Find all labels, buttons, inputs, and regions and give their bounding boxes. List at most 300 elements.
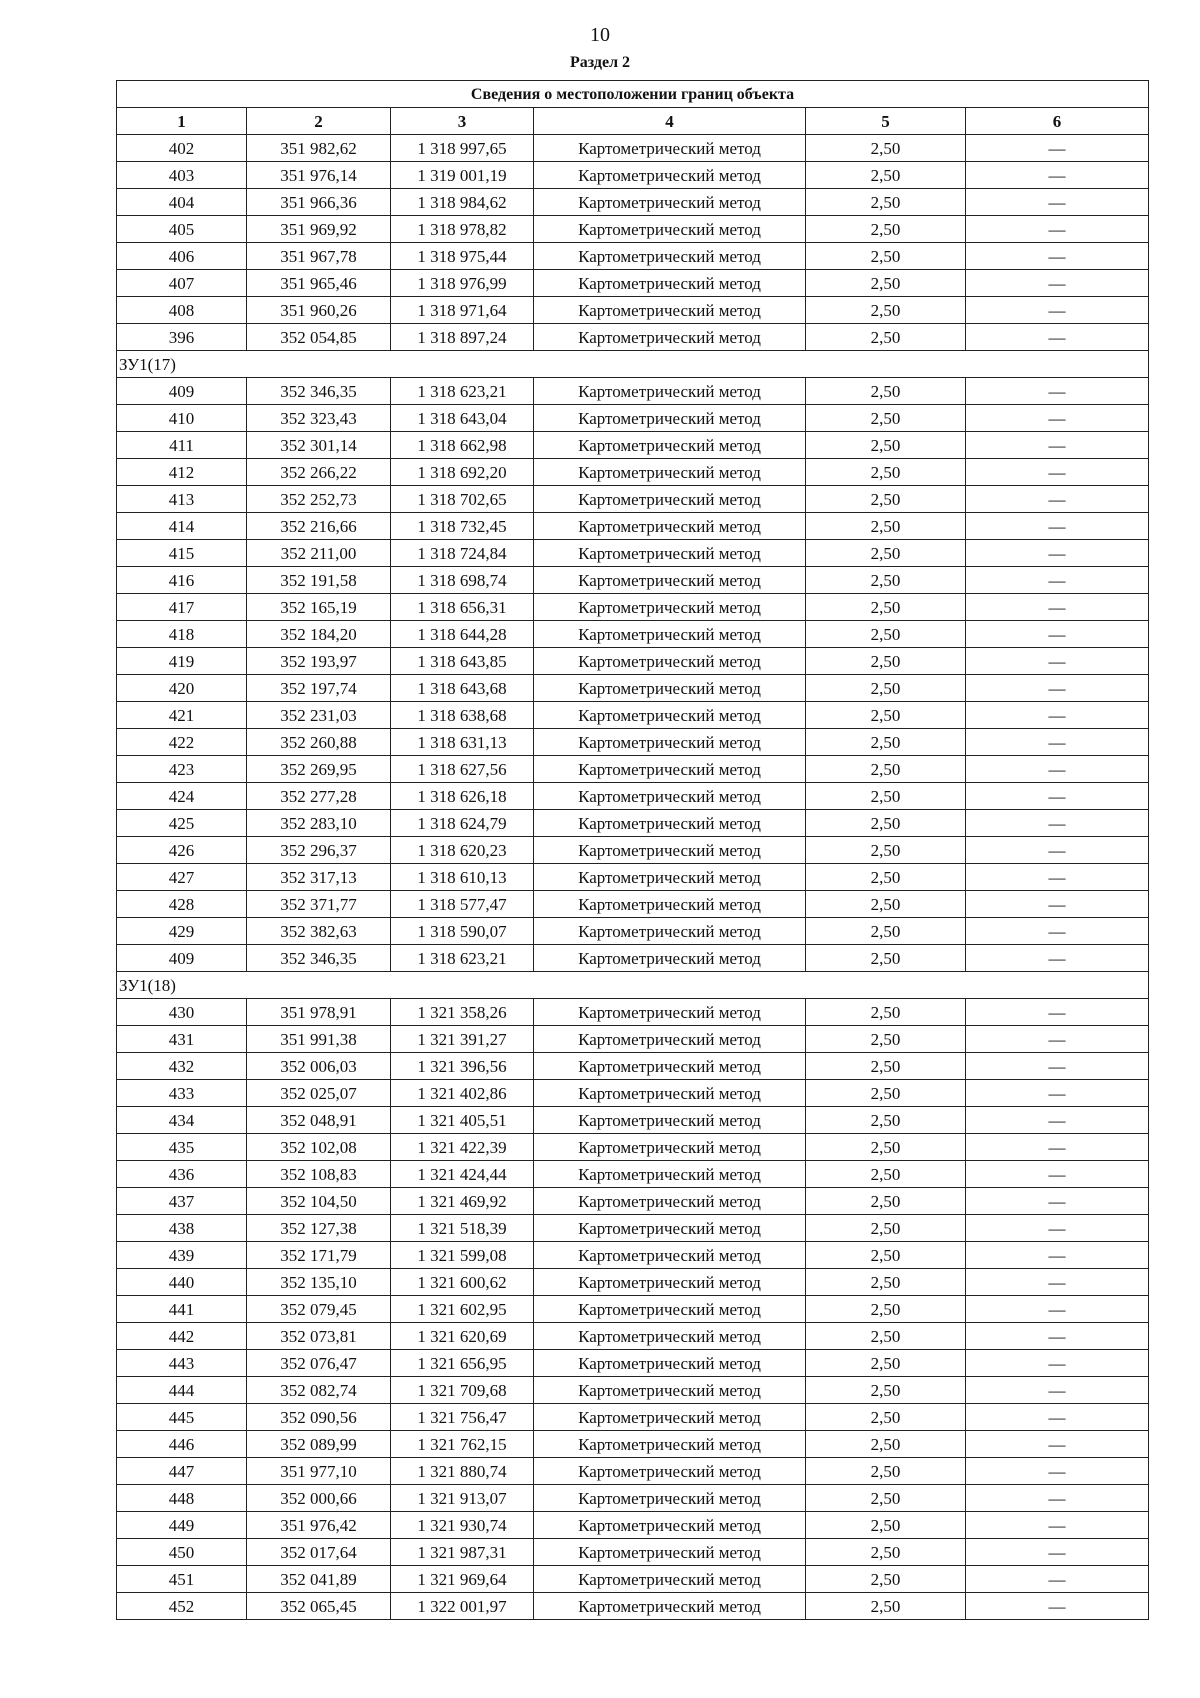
table-cell: 352 283,10: [247, 810, 391, 837]
table-cell: 446: [117, 1431, 247, 1458]
table-cell: 352 269,95: [247, 756, 391, 783]
table-cell: 407: [117, 270, 247, 297]
table-cell: Картометрический метод: [534, 1593, 806, 1620]
table-cell: 1 321 405,51: [391, 1107, 534, 1134]
table-cell: 352 371,77: [247, 891, 391, 918]
table-cell: 1 318 662,98: [391, 432, 534, 459]
table-cell: 451: [117, 1566, 247, 1593]
table-row: [117, 1485, 1149, 1512]
table-cell: 2,50: [806, 1539, 966, 1566]
table-cell: 438: [117, 1215, 247, 1242]
table-cell: 427: [117, 864, 247, 891]
table-cell: —: [966, 621, 1149, 648]
table-row: [117, 243, 1149, 270]
table-cell: 1 321 930,74: [391, 1512, 534, 1539]
table-cell: 2,50: [806, 702, 966, 729]
table-cell: 409: [117, 378, 247, 405]
table-cell: —: [966, 189, 1149, 216]
table-cell: —: [966, 567, 1149, 594]
table-cell: 1 318 724,84: [391, 540, 534, 567]
table-cell: Картометрический метод: [534, 729, 806, 756]
table-cell: 352 017,64: [247, 1539, 391, 1566]
group-label: ЗУ1(18): [117, 972, 1149, 999]
table-cell: 1 321 599,08: [391, 1242, 534, 1269]
table-cell: Картометрический метод: [534, 540, 806, 567]
table-row: [117, 1566, 1149, 1593]
table-cell: —: [966, 1161, 1149, 1188]
table-cell: Картометрический метод: [534, 1161, 806, 1188]
table-cell: 352 079,45: [247, 1296, 391, 1323]
table-cell: 352 231,03: [247, 702, 391, 729]
table-cell: 2,50: [806, 945, 966, 972]
table-cell: —: [966, 1404, 1149, 1431]
table-cell: 2,50: [806, 1242, 966, 1269]
table-cell: 352 211,00: [247, 540, 391, 567]
table-row: [117, 1242, 1149, 1269]
table-cell: —: [966, 702, 1149, 729]
table-cell: 442: [117, 1323, 247, 1350]
table-cell: Картометрический метод: [534, 1188, 806, 1215]
table-cell: 352 277,28: [247, 783, 391, 810]
table-row: [117, 135, 1149, 162]
table-cell: 352 191,58: [247, 567, 391, 594]
table-cell: Картометрический метод: [534, 756, 806, 783]
table-cell: Картометрический метод: [534, 243, 806, 270]
table-cell: Картометрический метод: [534, 1458, 806, 1485]
table-cell: Картометрический метод: [534, 432, 806, 459]
table-cell: Картометрический метод: [534, 324, 806, 351]
table-cell: —: [966, 918, 1149, 945]
table-cell: Картометрический метод: [534, 270, 806, 297]
table-cell: 421: [117, 702, 247, 729]
table-cell: 1 318 984,62: [391, 189, 534, 216]
table-cell: 2,50: [806, 513, 966, 540]
table-cell: 424: [117, 783, 247, 810]
table-cell: Картометрический метод: [534, 1512, 806, 1539]
table-row: [117, 486, 1149, 513]
table-cell: 2,50: [806, 837, 966, 864]
table-cell: Картометрический метод: [534, 513, 806, 540]
table-cell: 2,50: [806, 648, 966, 675]
table-row: [117, 1134, 1149, 1161]
table-cell: 1 318 643,68: [391, 675, 534, 702]
table-cell: —: [966, 1296, 1149, 1323]
table-cell: 2,50: [806, 459, 966, 486]
table-cell: 1 321 396,56: [391, 1053, 534, 1080]
table-cell: 2,50: [806, 756, 966, 783]
table-row: [117, 1350, 1149, 1377]
table-cell: 423: [117, 756, 247, 783]
table-cell: Картометрический метод: [534, 459, 806, 486]
table-cell: —: [966, 540, 1149, 567]
table-cell: 1 318 698,74: [391, 567, 534, 594]
table-cell: 352 323,43: [247, 405, 391, 432]
table-row: [117, 918, 1149, 945]
table-cell: 1 318 643,04: [391, 405, 534, 432]
table-cell: —: [966, 1215, 1149, 1242]
table-cell: 2,50: [806, 1593, 966, 1620]
table-cell: 1 321 600,62: [391, 1269, 534, 1296]
table-cell: 352 089,99: [247, 1431, 391, 1458]
table-cell: 450: [117, 1539, 247, 1566]
table-cell: 418: [117, 621, 247, 648]
page-number: 10: [590, 24, 610, 46]
table-cell: Картометрический метод: [534, 945, 806, 972]
table-cell: —: [966, 1188, 1149, 1215]
table-cell: 426: [117, 837, 247, 864]
table-row: [117, 1539, 1149, 1566]
table-cell: 352 006,03: [247, 1053, 391, 1080]
column-header: 1: [117, 108, 247, 135]
table-cell: 1 321 620,69: [391, 1323, 534, 1350]
table-cell: —: [966, 1539, 1149, 1566]
table-row: [117, 621, 1149, 648]
table-cell: 2,50: [806, 1512, 966, 1539]
table-cell: —: [966, 1431, 1149, 1458]
table-cell: 1 321 358,26: [391, 999, 534, 1026]
table-cell: 2,50: [806, 486, 966, 513]
table-row: [117, 459, 1149, 486]
table-cell: 409: [117, 945, 247, 972]
table-cell: Картометрический метод: [534, 1242, 806, 1269]
table-cell: Картометрический метод: [534, 1566, 806, 1593]
table-row: [117, 1215, 1149, 1242]
table-cell: 433: [117, 1080, 247, 1107]
table-cell: 2,50: [806, 1296, 966, 1323]
table-cell: 1 318 702,65: [391, 486, 534, 513]
table-cell: 437: [117, 1188, 247, 1215]
table-cell: 1 318 643,85: [391, 648, 534, 675]
column-header: 6: [966, 108, 1149, 135]
table-cell: —: [966, 135, 1149, 162]
table-cell: 439: [117, 1242, 247, 1269]
table-cell: —: [966, 1269, 1149, 1296]
table-row: [117, 432, 1149, 459]
table-cell: —: [966, 810, 1149, 837]
table-cell: 2,50: [806, 1107, 966, 1134]
table-cell: 351 967,78: [247, 243, 391, 270]
table-cell: 352 135,10: [247, 1269, 391, 1296]
table-cell: 1 318 610,13: [391, 864, 534, 891]
table-cell: 352 317,13: [247, 864, 391, 891]
table-cell: Картометрический метод: [534, 1026, 806, 1053]
table-cell: 2,50: [806, 1377, 966, 1404]
table-row: [117, 324, 1149, 351]
table-cell: 429: [117, 918, 247, 945]
table-cell: 1 318 978,82: [391, 216, 534, 243]
table-cell: Картометрический метод: [534, 837, 806, 864]
table-cell: 1 321 391,27: [391, 1026, 534, 1053]
table-cell: 2,50: [806, 324, 966, 351]
table-cell: 1 322 001,97: [391, 1593, 534, 1620]
table-cell: 413: [117, 486, 247, 513]
table-cell: 410: [117, 405, 247, 432]
table-cell: 2,50: [806, 729, 966, 756]
table-cell: 441: [117, 1296, 247, 1323]
table-row: [117, 945, 1149, 972]
table-cell: —: [966, 270, 1149, 297]
table-cell: 2,50: [806, 1053, 966, 1080]
table-cell: Картометрический метод: [534, 1323, 806, 1350]
table-cell: Картометрический метод: [534, 783, 806, 810]
table-cell: 443: [117, 1350, 247, 1377]
table-row: [117, 1053, 1149, 1080]
table-cell: 352 165,19: [247, 594, 391, 621]
group-row: [117, 351, 1149, 378]
table-cell: Картометрический метод: [534, 405, 806, 432]
table-cell: —: [966, 243, 1149, 270]
table-row: [117, 675, 1149, 702]
table-cell: 406: [117, 243, 247, 270]
boundary-coordinates-table: [116, 80, 1149, 1620]
table-cell: 432: [117, 1053, 247, 1080]
table-row: [117, 648, 1149, 675]
table-cell: 1 319 001,19: [391, 162, 534, 189]
table-row: [117, 594, 1149, 621]
table-row: [117, 1269, 1149, 1296]
table-cell: 415: [117, 540, 247, 567]
table-cell: —: [966, 945, 1149, 972]
table-cell: 1 318 631,13: [391, 729, 534, 756]
table-cell: —: [966, 1080, 1149, 1107]
table-cell: —: [966, 729, 1149, 756]
table-cell: —: [966, 1026, 1149, 1053]
table-cell: Картометрический метод: [534, 486, 806, 513]
table-cell: 352 102,08: [247, 1134, 391, 1161]
table-cell: 416: [117, 567, 247, 594]
column-header: 3: [391, 108, 534, 135]
table-cell: Картометрический метод: [534, 999, 806, 1026]
table-cell: 352 108,83: [247, 1161, 391, 1188]
column-header: 4: [534, 108, 806, 135]
column-header: 5: [806, 108, 966, 135]
table-cell: Картометрический метод: [534, 675, 806, 702]
table-cell: 2,50: [806, 216, 966, 243]
table-cell: —: [966, 1053, 1149, 1080]
table-cell: 417: [117, 594, 247, 621]
table-cell: Картометрический метод: [534, 1539, 806, 1566]
table-cell: 414: [117, 513, 247, 540]
table-cell: 1 321 913,07: [391, 1485, 534, 1512]
table-cell: 448: [117, 1485, 247, 1512]
table-cell: 425: [117, 810, 247, 837]
table-cell: 2,50: [806, 540, 966, 567]
table-row: [117, 1593, 1149, 1620]
table-row: [117, 1323, 1149, 1350]
table-cell: 1 318 897,24: [391, 324, 534, 351]
group-row: [117, 972, 1149, 999]
table-cell: 452: [117, 1593, 247, 1620]
table-row: [117, 1188, 1149, 1215]
table-cell: 449: [117, 1512, 247, 1539]
table-cell: Картометрический метод: [534, 1107, 806, 1134]
table-row: [117, 783, 1149, 810]
table-row: [117, 270, 1149, 297]
table-cell: 411: [117, 432, 247, 459]
table-cell: —: [966, 1566, 1149, 1593]
table-cell: 2,50: [806, 162, 966, 189]
table-cell: Картометрический метод: [534, 621, 806, 648]
table-cell: 1 321 762,15: [391, 1431, 534, 1458]
table-cell: Картометрический метод: [534, 567, 806, 594]
table-cell: Картометрический метод: [534, 1215, 806, 1242]
table-cell: 2,50: [806, 864, 966, 891]
table-cell: 352 184,20: [247, 621, 391, 648]
table-cell: —: [966, 837, 1149, 864]
table-cell: 1 321 656,95: [391, 1350, 534, 1377]
table-cell: 404: [117, 189, 247, 216]
table-cell: 2,50: [806, 135, 966, 162]
table-cell: 2,50: [806, 1161, 966, 1188]
table-cell: 434: [117, 1107, 247, 1134]
table-cell: 2,50: [806, 297, 966, 324]
column-header: 2: [247, 108, 391, 135]
table-cell: 2,50: [806, 1269, 966, 1296]
table-cell: 351 978,91: [247, 999, 391, 1026]
table-row: [117, 891, 1149, 918]
table-cell: 352 346,35: [247, 378, 391, 405]
table-cell: —: [966, 648, 1149, 675]
table-cell: —: [966, 405, 1149, 432]
table-cell: 408: [117, 297, 247, 324]
table-cell: —: [966, 1377, 1149, 1404]
table-cell: 1 318 732,45: [391, 513, 534, 540]
table-cell: 352 301,14: [247, 432, 391, 459]
table-cell: —: [966, 1350, 1149, 1377]
table-cell: —: [966, 1458, 1149, 1485]
table-cell: —: [966, 1512, 1149, 1539]
table-cell: Картометрический метод: [534, 1134, 806, 1161]
table-cell: 1 321 422,39: [391, 1134, 534, 1161]
table-cell: 2,50: [806, 891, 966, 918]
table-cell: —: [966, 297, 1149, 324]
table-cell: 2,50: [806, 1431, 966, 1458]
table-cell: —: [966, 324, 1149, 351]
table-cell: 435: [117, 1134, 247, 1161]
table-cell: Картометрический метод: [534, 297, 806, 324]
table-cell: 2,50: [806, 189, 966, 216]
table-cell: 405: [117, 216, 247, 243]
table-cell: 2,50: [806, 270, 966, 297]
table-body: [117, 135, 1149, 1620]
table-cell: 2,50: [806, 243, 966, 270]
table-cell: —: [966, 486, 1149, 513]
table-row: [117, 405, 1149, 432]
table-cell: 351 991,38: [247, 1026, 391, 1053]
table-cell: Картометрический метод: [534, 189, 806, 216]
table-cell: 352 252,73: [247, 486, 391, 513]
table-cell: 1 318 997,65: [391, 135, 534, 162]
table-cell: 1 321 756,47: [391, 1404, 534, 1431]
column-header-row: [117, 108, 1149, 135]
table-cell: —: [966, 594, 1149, 621]
table-cell: 351 976,42: [247, 1512, 391, 1539]
table-cell: 422: [117, 729, 247, 756]
table-cell: 412: [117, 459, 247, 486]
table-cell: 352 090,56: [247, 1404, 391, 1431]
table-cell: —: [966, 783, 1149, 810]
table-cell: Картометрический метод: [534, 1431, 806, 1458]
table-cell: Картометрический метод: [534, 702, 806, 729]
table-cell: —: [966, 1107, 1149, 1134]
table-cell: 352 041,89: [247, 1566, 391, 1593]
table-cell: 1 318 627,56: [391, 756, 534, 783]
table-cell: 1 321 880,74: [391, 1458, 534, 1485]
table-cell: Картометрический метод: [534, 135, 806, 162]
table-cell: 431: [117, 1026, 247, 1053]
table-row: [117, 729, 1149, 756]
table-cell: 428: [117, 891, 247, 918]
table-cell: Картометрический метод: [534, 378, 806, 405]
table-cell: 351 966,36: [247, 189, 391, 216]
table-cell: 352 197,74: [247, 675, 391, 702]
table-cell: 1 318 626,18: [391, 783, 534, 810]
table-row: [117, 1512, 1149, 1539]
table-cell: 2,50: [806, 1026, 966, 1053]
table-row: [117, 513, 1149, 540]
table-cell: 352 000,66: [247, 1485, 391, 1512]
table-cell: 440: [117, 1269, 247, 1296]
table-cell: —: [966, 891, 1149, 918]
table-cell: 1 321 402,86: [391, 1080, 534, 1107]
table-cell: 2,50: [806, 1134, 966, 1161]
table-cell: 1 318 692,20: [391, 459, 534, 486]
table-row: [117, 756, 1149, 783]
table-row: [117, 189, 1149, 216]
table-cell: Картометрический метод: [534, 1053, 806, 1080]
table-cell: 352 054,85: [247, 324, 391, 351]
table-cell: Картометрический метод: [534, 1377, 806, 1404]
table-cell: 2,50: [806, 675, 966, 702]
table-cell: 2,50: [806, 918, 966, 945]
table-cell: 1 318 590,07: [391, 918, 534, 945]
table-cell: 352 025,07: [247, 1080, 391, 1107]
table-cell: —: [966, 1134, 1149, 1161]
table-cell: 1 318 620,23: [391, 837, 534, 864]
table-cell: 2,50: [806, 432, 966, 459]
table-row: [117, 378, 1149, 405]
table-cell: Картометрический метод: [534, 1350, 806, 1377]
table-cell: 2,50: [806, 999, 966, 1026]
table-row: [117, 1377, 1149, 1404]
table-cell: Картометрический метод: [534, 891, 806, 918]
table-cell: 419: [117, 648, 247, 675]
table-cell: Картометрический метод: [534, 1404, 806, 1431]
table-cell: 436: [117, 1161, 247, 1188]
table-row: [117, 162, 1149, 189]
table-caption-row: [117, 81, 1149, 108]
table-cell: —: [966, 513, 1149, 540]
table-cell: 352 073,81: [247, 1323, 391, 1350]
table-row: [117, 1458, 1149, 1485]
table-cell: 2,50: [806, 567, 966, 594]
table-row: [117, 567, 1149, 594]
table-cell: —: [966, 459, 1149, 486]
table-row: [117, 297, 1149, 324]
table-row: [117, 1431, 1149, 1458]
table-cell: Картометрический метод: [534, 648, 806, 675]
table-cell: 1 321 469,92: [391, 1188, 534, 1215]
group-label: ЗУ1(17): [117, 351, 1149, 378]
table-cell: 447: [117, 1458, 247, 1485]
table-cell: 352 266,22: [247, 459, 391, 486]
table-cell: —: [966, 864, 1149, 891]
table-row: [117, 1107, 1149, 1134]
table-cell: 1 321 602,95: [391, 1296, 534, 1323]
table-cell: 403: [117, 162, 247, 189]
table-cell: Картометрический метод: [534, 918, 806, 945]
table-cell: 2,50: [806, 1458, 966, 1485]
